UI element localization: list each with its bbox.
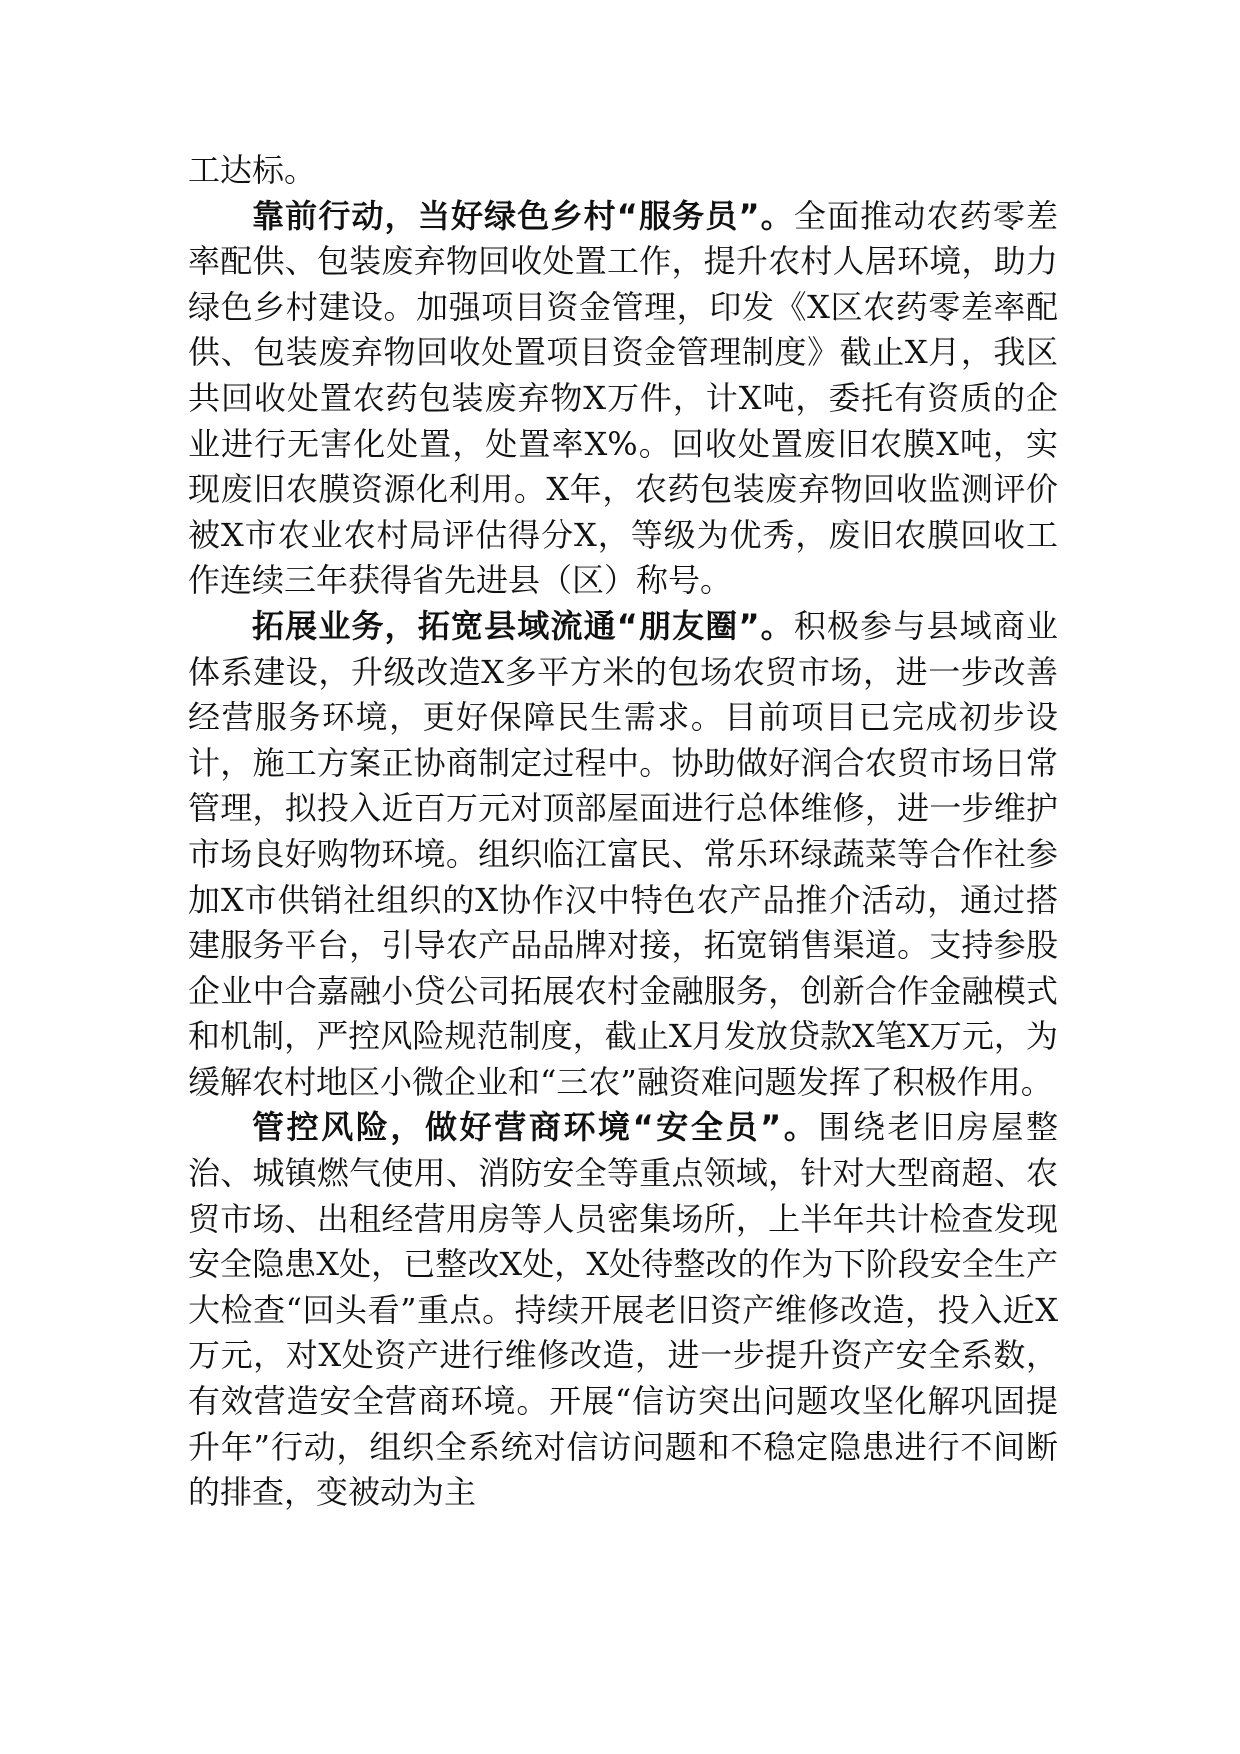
- paragraph-body: 积极参与县域商业体系建设，升级改造X多平方米的包场农贸市场，进一步改善经营服务环境，更好保障民生需求。目前项目已完成初步设计，施工方案正协商制定过程中。协助做好润合农贸市场日常管理，拟投入近百万元对顶部屋面进行总体维修，进一步维护市场良好购物环境。组织临江富民、常乐环绿蔬菜等合作社参加X市供销社组织的X协作汉中特色农产品推介活动，通过搭建服务平台，引导农产品品牌对接，拓宽销售渠道。支持参股企业中合嘉融小贷公司拓展农村金融服务，创新合作金融模式和机制，严控风险规范制度，截止X月发放贷款X笔X万元，为缓解农村地区小微企业和“三农”融资难问题发挥了积极作用。: [188, 606, 1058, 1101]
- paragraph-body: 工达标。: [188, 151, 317, 189]
- paragraph-continuation: [188, 148, 1058, 194]
- paragraph-county-circulation: [188, 604, 1058, 1106]
- document-body: [188, 148, 1058, 1516]
- paragraph-green-village: [188, 194, 1058, 604]
- paragraph-risk-control: [188, 1105, 1058, 1515]
- paragraph-body: 围绕老旧房屋整治、城镇燃气使用、消防安全等重点领域，针对大型商超、农贸市场、出租经营用房等人员密集场所，上半年共计检查发现安全隐患X处，已整改X处，X处待整改的作为下阶段安全生产大检查“回头看”重点。持续开展老旧资产维修改造，投入近X万元，对X处资产进行维修改造，进一步提升资产安全系数，有效营造安全营商环境。开展“信访突出问题攻坚化解巩固提升年”行动，组织全系统对信访问题和不稳定隐患进行不间断的排查，变被动为主: [188, 1108, 1058, 1512]
- paragraph-heading: 靠前行动，当好绿色乡村“服务员”。: [252, 196, 794, 235]
- paragraph-heading: 管控风险，做好营商环境“安全员”。: [252, 1108, 819, 1147]
- paragraph-body: 全面推动农药零差率配供、包装废弃物回收处置工作，提升农村人居环境，助力绿色乡村建设。加强项目资金管理，印发《X区农药零差率配供、包装废弃物回收处置项目资金管理制度》截止X月，我区共回收处置农药包装废弃物X万件，计X吨，委托有资质的企业进行无害化处置，处置率X%。回收处置废旧农膜X吨，实现废旧农膜资源化利用。X年，农药包装废弃物回收监测评价被X市农业农村局评估得分X，等级为优秀，废旧农膜回收工作连续三年获得省先进县（区）称号。: [188, 196, 1058, 600]
- paragraph-heading: 拓展业务，拓宽县域流通“朋友圈”。: [252, 606, 794, 645]
